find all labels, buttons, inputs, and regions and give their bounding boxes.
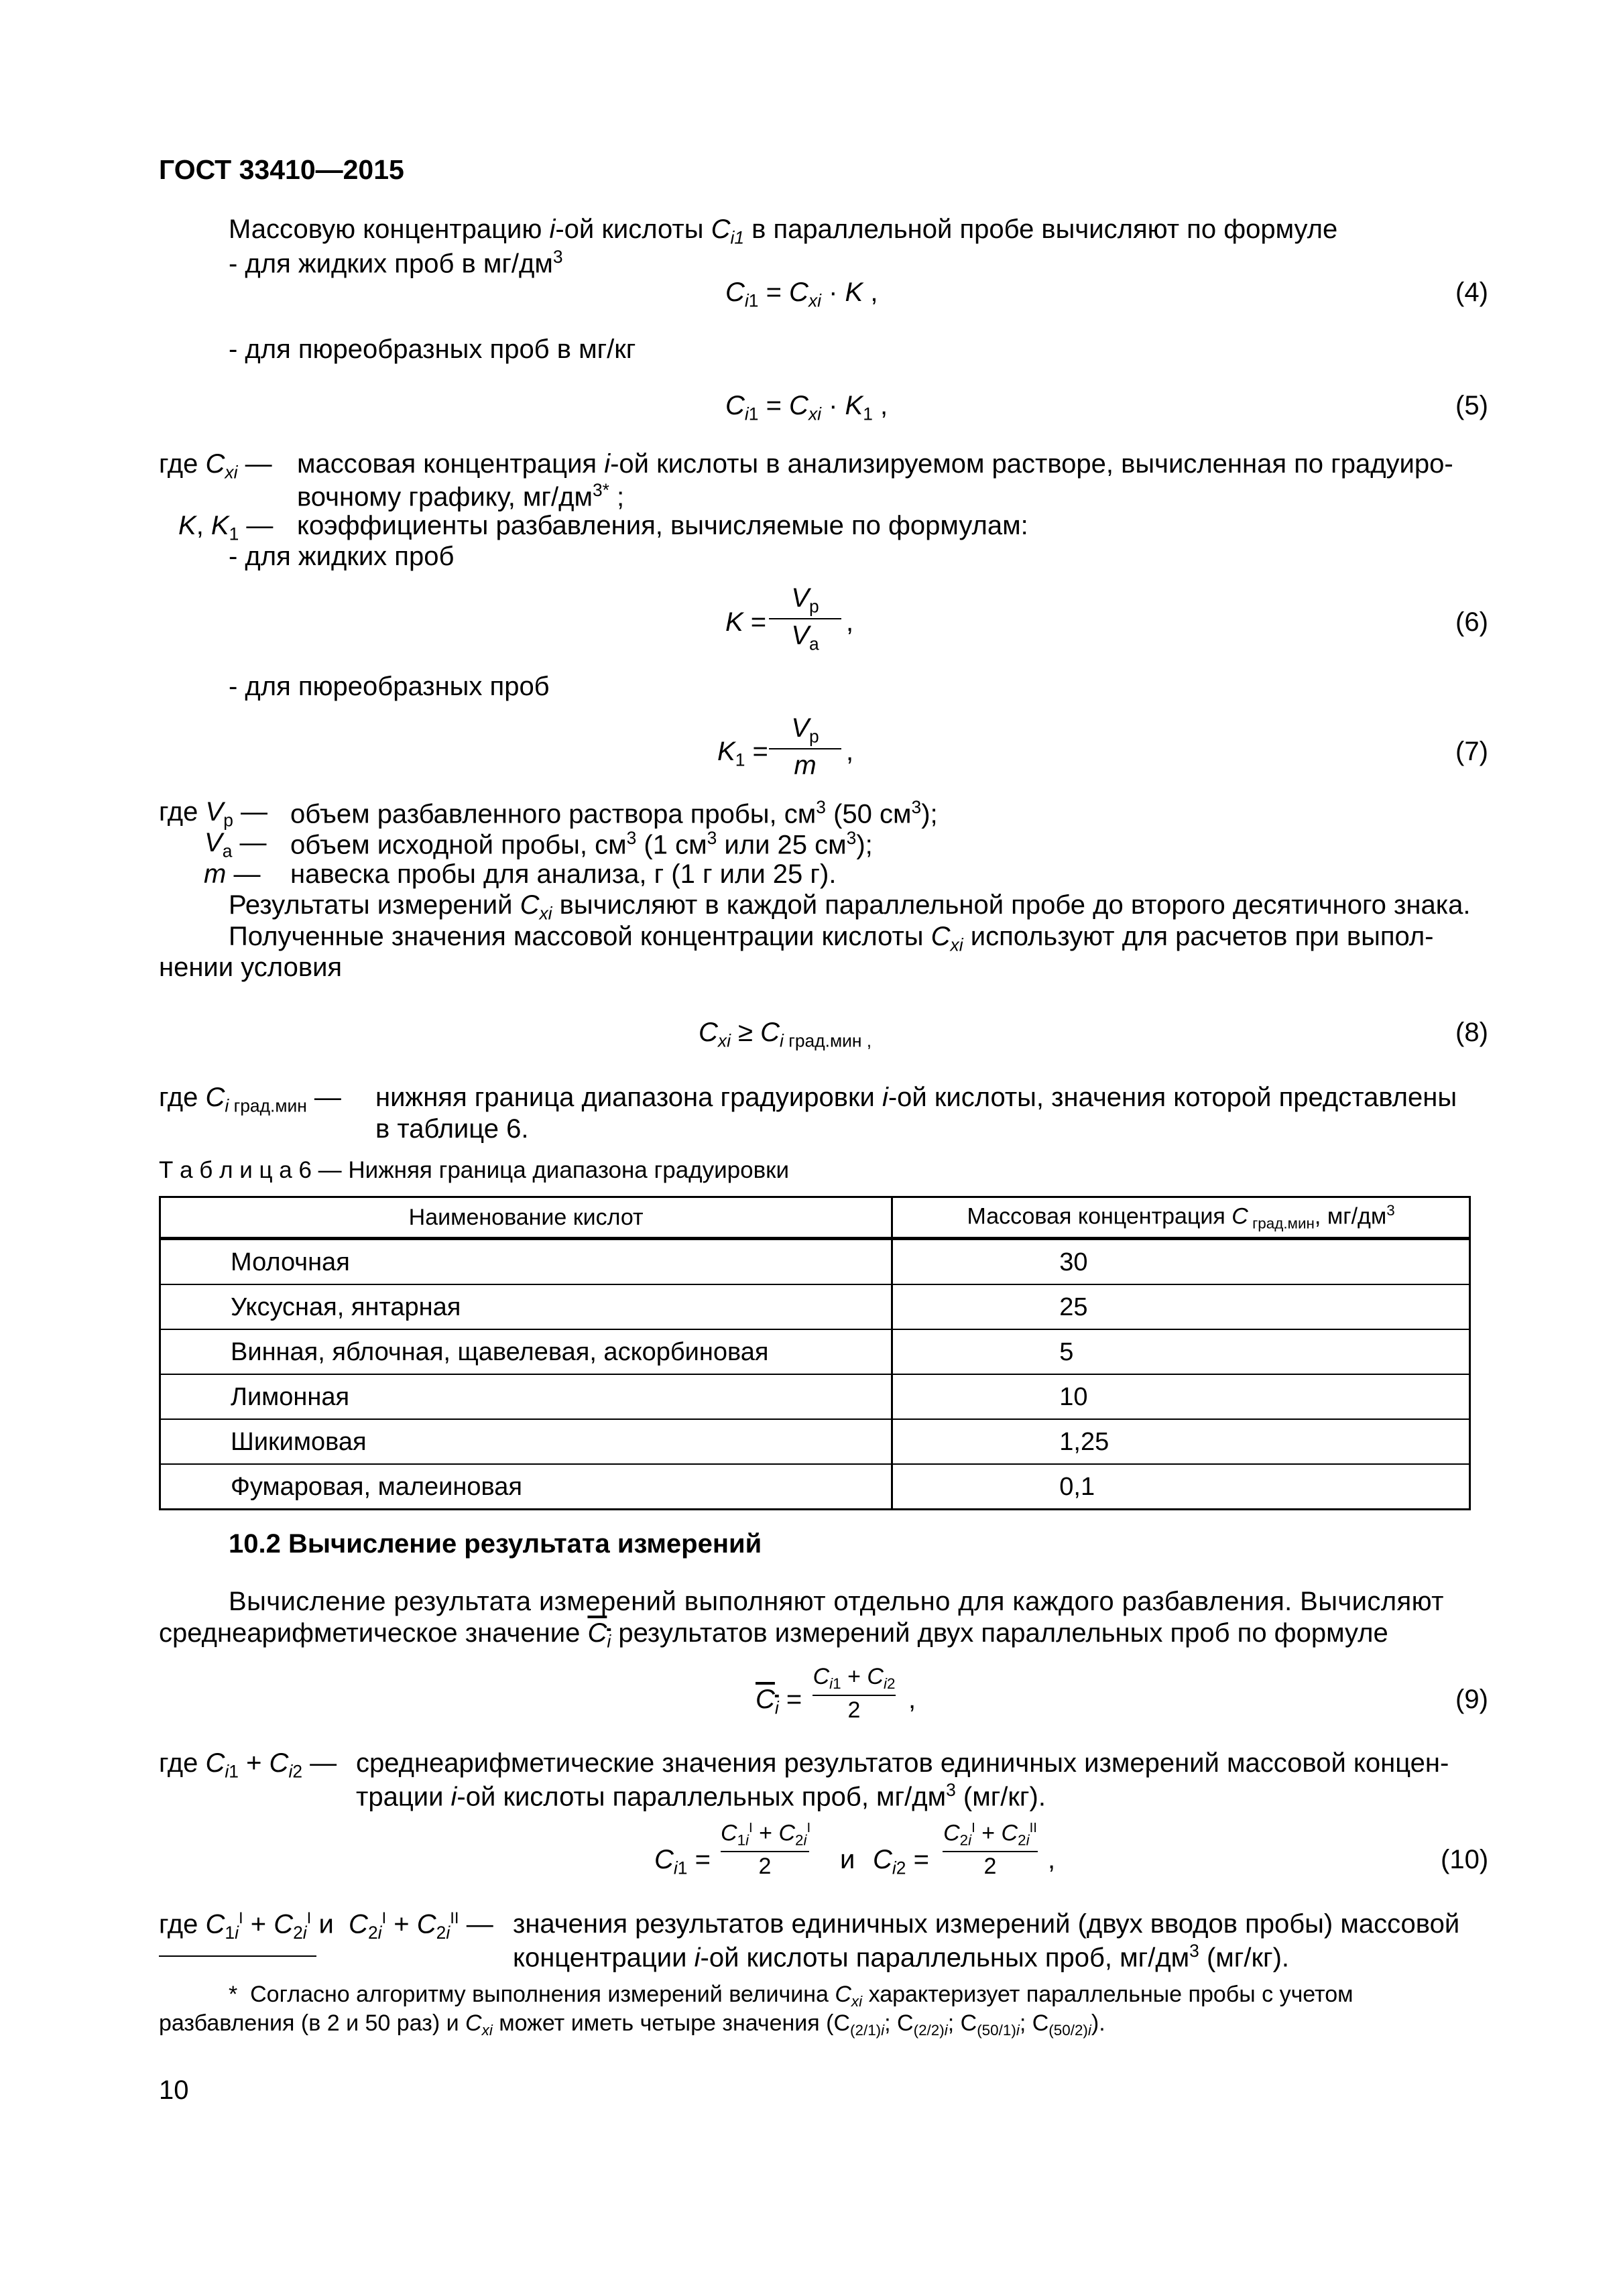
- formula-10-comma: ,: [1048, 1845, 1056, 1874]
- where-k-definition: коэффициенты разбавления, вычисляемые по формулам:: [297, 511, 1028, 540]
- acid-name-cell: Шикимовая: [160, 1419, 892, 1464]
- formula-10-ci1-fraction: $C_{1i}^I + C_{2i}^I$ 2: [721, 1820, 811, 1879]
- where-cimin-definition: нижняя граница диапазона градуировки i-ой кислоты, значения которой представлены: [375, 1083, 1457, 1112]
- equation-number-5: (5): [1455, 391, 1488, 420]
- standard-header: ГОСТ 33410—2015: [159, 154, 404, 185]
- where-cxi-definition-cont: вочному графику, $мг/дм^{3*}$ ;: [297, 480, 625, 512]
- formula-4: $C_{i1} = C_{xi} \cdot K$ ,: [725, 278, 878, 311]
- formula-6-lhs: K =: [725, 607, 767, 637]
- section-paragraph-2: среднеарифметическое значение $C_i$ результатов измерений двух параллельных проб по формуле: [159, 1618, 1388, 1652]
- results-paragraph-3: нении условия: [159, 953, 343, 982]
- where-cxi-term: где $C_{xi}$ —: [159, 449, 272, 483]
- acid-name-cell: Молочная: [160, 1239, 892, 1285]
- intro-paragraph: Массовую концентрацию i-ой кислоты $C_{i1}$ в параллельной пробе вычисляют по формуле: [229, 215, 1338, 248]
- equation-number-7: (7): [1455, 737, 1488, 766]
- where-cxi-definition: массовая концентрация i-ой кислоты в анализируемом растворе, вычисленная по градуиро-: [297, 449, 1453, 479]
- footnote-separator: [159, 1955, 316, 1957]
- where-single-measurements-definition-cont: концентрации i-ой кислоты параллельных проб, $мг/дм^3$ (мг/кг).: [513, 1941, 1290, 1973]
- formula-9-fraction: $C_{i1} + C_{i2}$ 2: [813, 1664, 896, 1723]
- puree-units-line: - для пюреобразных проб в мг/кг: [229, 335, 636, 364]
- equation-number-6: (6): [1455, 607, 1488, 637]
- where-k-term: K, $K_1$ —: [178, 511, 274, 544]
- acid-name-cell: Уксусная, янтарная: [160, 1284, 892, 1329]
- concentration-cell: 5: [892, 1329, 1470, 1374]
- table-caption: Т а б л и ц а 6 — Нижняя граница диапазона градуировки: [159, 1157, 790, 1183]
- where-single-measurements-term: где $C_{1i}^I + C_{2i}^I$ и $C_{2i}^I + C_{2i}^{II}$ —: [159, 1909, 493, 1943]
- where-va-term: $V_а$ —: [204, 828, 267, 861]
- concentration-cell: 0,1: [892, 1464, 1470, 1510]
- equation-number-10: (10): [1441, 1845, 1489, 1874]
- table-row: [160, 1329, 1470, 1374]
- equation-number-9: (9): [1455, 1685, 1488, 1714]
- formula-10-ci2-lhs: $C_{i2}$ =: [873, 1845, 929, 1878]
- footnote-line-2: разбавления (в 2 и 50 раз) и $C_{xi}$ может иметь четыре значения ($С_{(2/1)i}$; $С_{(2/2)i}$; $С_{(50/1)i}$; $С_{(50/2)i}$).: [159, 2010, 1105, 2039]
- where-m-term: m —: [204, 859, 261, 889]
- liquid-units-line: - для жидких проб в $мг/дм^3$: [229, 247, 563, 279]
- acid-name-cell: Фумаровая, малеиновая: [160, 1464, 892, 1510]
- where-cimin-term: где $C_i$ $_{град.мин}$ —: [159, 1083, 341, 1116]
- where-ci-sum-term: где $C_{i1} + C_{i2}$ —: [159, 1748, 337, 1782]
- table-header-row: [160, 1197, 1470, 1239]
- equation-number-8: (8): [1455, 1018, 1488, 1047]
- concentration-cell: 10: [892, 1374, 1470, 1419]
- formula-6-fraction: $V_р$ $V_а$: [769, 585, 841, 653]
- where-m-definition: навеска пробы для анализа, г (1 г или 25 г).: [290, 859, 837, 889]
- formula-9-lhs: $C_i$ =: [756, 1685, 802, 1718]
- formula-10-ci1-lhs: $C_{i1}$ =: [654, 1845, 711, 1878]
- formula-5: $C_{i1} = C_{xi} \cdot K_1$ ,: [725, 391, 888, 424]
- where-single-measurements-definition: значения результатов единичных измерений (двух вводов пробы) массовой: [513, 1909, 1460, 1939]
- liquid-label: - для жидких проб: [229, 542, 455, 571]
- equation-number-4: (4): [1455, 278, 1488, 307]
- formula-10-ci2-fraction: $C_{2i}^I + C_{2i}^{II}$ 2: [943, 1820, 1037, 1879]
- formula-8: $C_{xi} \ge C_i$ $_{град.мин ,}$: [699, 1018, 872, 1051]
- formula-10-and: и: [840, 1845, 855, 1874]
- results-paragraph-1: Результаты измерений $C_{xi}$ вычисляют в каждой параллельной пробе до второго десятичного знака.: [229, 890, 1471, 924]
- acid-name-cell: Лимонная: [160, 1374, 892, 1419]
- where-ci-sum-definition-cont: трации i-ой кислоты параллельных проб, $мг/дм^3$ (мг/кг).: [356, 1780, 1046, 1812]
- concentration-cell: 1,25: [892, 1419, 1470, 1464]
- where-cimin-definition-cont: в таблице 6.: [375, 1114, 529, 1144]
- column-header-concentration: Массовая концентрация C $_{град.мин}$, $мг/дм^3$: [892, 1197, 1470, 1239]
- formula-7-fraction: $V_р$ m: [769, 715, 841, 779]
- column-header-acids: Наименование кислот: [160, 1197, 892, 1239]
- table-row: [160, 1239, 1470, 1285]
- where-ci-sum-definition: среднеарифметические значения результатов единичных измерений массовой концен-: [356, 1748, 1449, 1778]
- concentration-cell: 25: [892, 1284, 1470, 1329]
- table-body: [160, 1239, 1470, 1510]
- formula-9-comma: ,: [908, 1685, 916, 1714]
- footnote-line-1: * Согласно алгоритму выполнения измерений величина $C_{xi}$ характеризует параллельные пробы с учетом: [229, 1982, 1354, 2010]
- table-row: [160, 1284, 1470, 1329]
- calibration-table: [159, 1196, 1471, 1510]
- formula-7-lhs: $K_1$ =: [717, 737, 768, 770]
- table-row: [160, 1419, 1470, 1464]
- formula-7-comma: ,: [846, 737, 854, 766]
- page-number: 10: [159, 2075, 189, 2105]
- where-va-definition: объем исходной пробы, $см^3$ (1 $см^3$ или 25 $см^3$);: [290, 828, 873, 860]
- results-paragraph-2: Полученные значения массовой концентрации кислоты $C_{xi}$ используют для расчетов при выпол-: [229, 922, 1434, 955]
- acid-name-cell: Винная, яблочная, щавелевая, аскорбиновая: [160, 1329, 892, 1374]
- where-vp-term: где $V_р$ —: [159, 797, 267, 831]
- puree-label: - для пюреобразных проб: [229, 672, 550, 701]
- table-row: [160, 1464, 1470, 1510]
- formula-6-comma: ,: [846, 607, 854, 637]
- where-vp-definition: объем разбавленного раствора пробы, $см^3$ (50 $см^3$);: [290, 797, 938, 829]
- section-heading: 10.2 Вычисление результата измерений: [229, 1529, 762, 1559]
- section-paragraph-1: Вычисление результата измерений выполняют отдельно для каждого разбавления. Вычисляют: [229, 1587, 1444, 1616]
- concentration-cell: 30: [892, 1239, 1470, 1285]
- table-row: [160, 1374, 1470, 1419]
